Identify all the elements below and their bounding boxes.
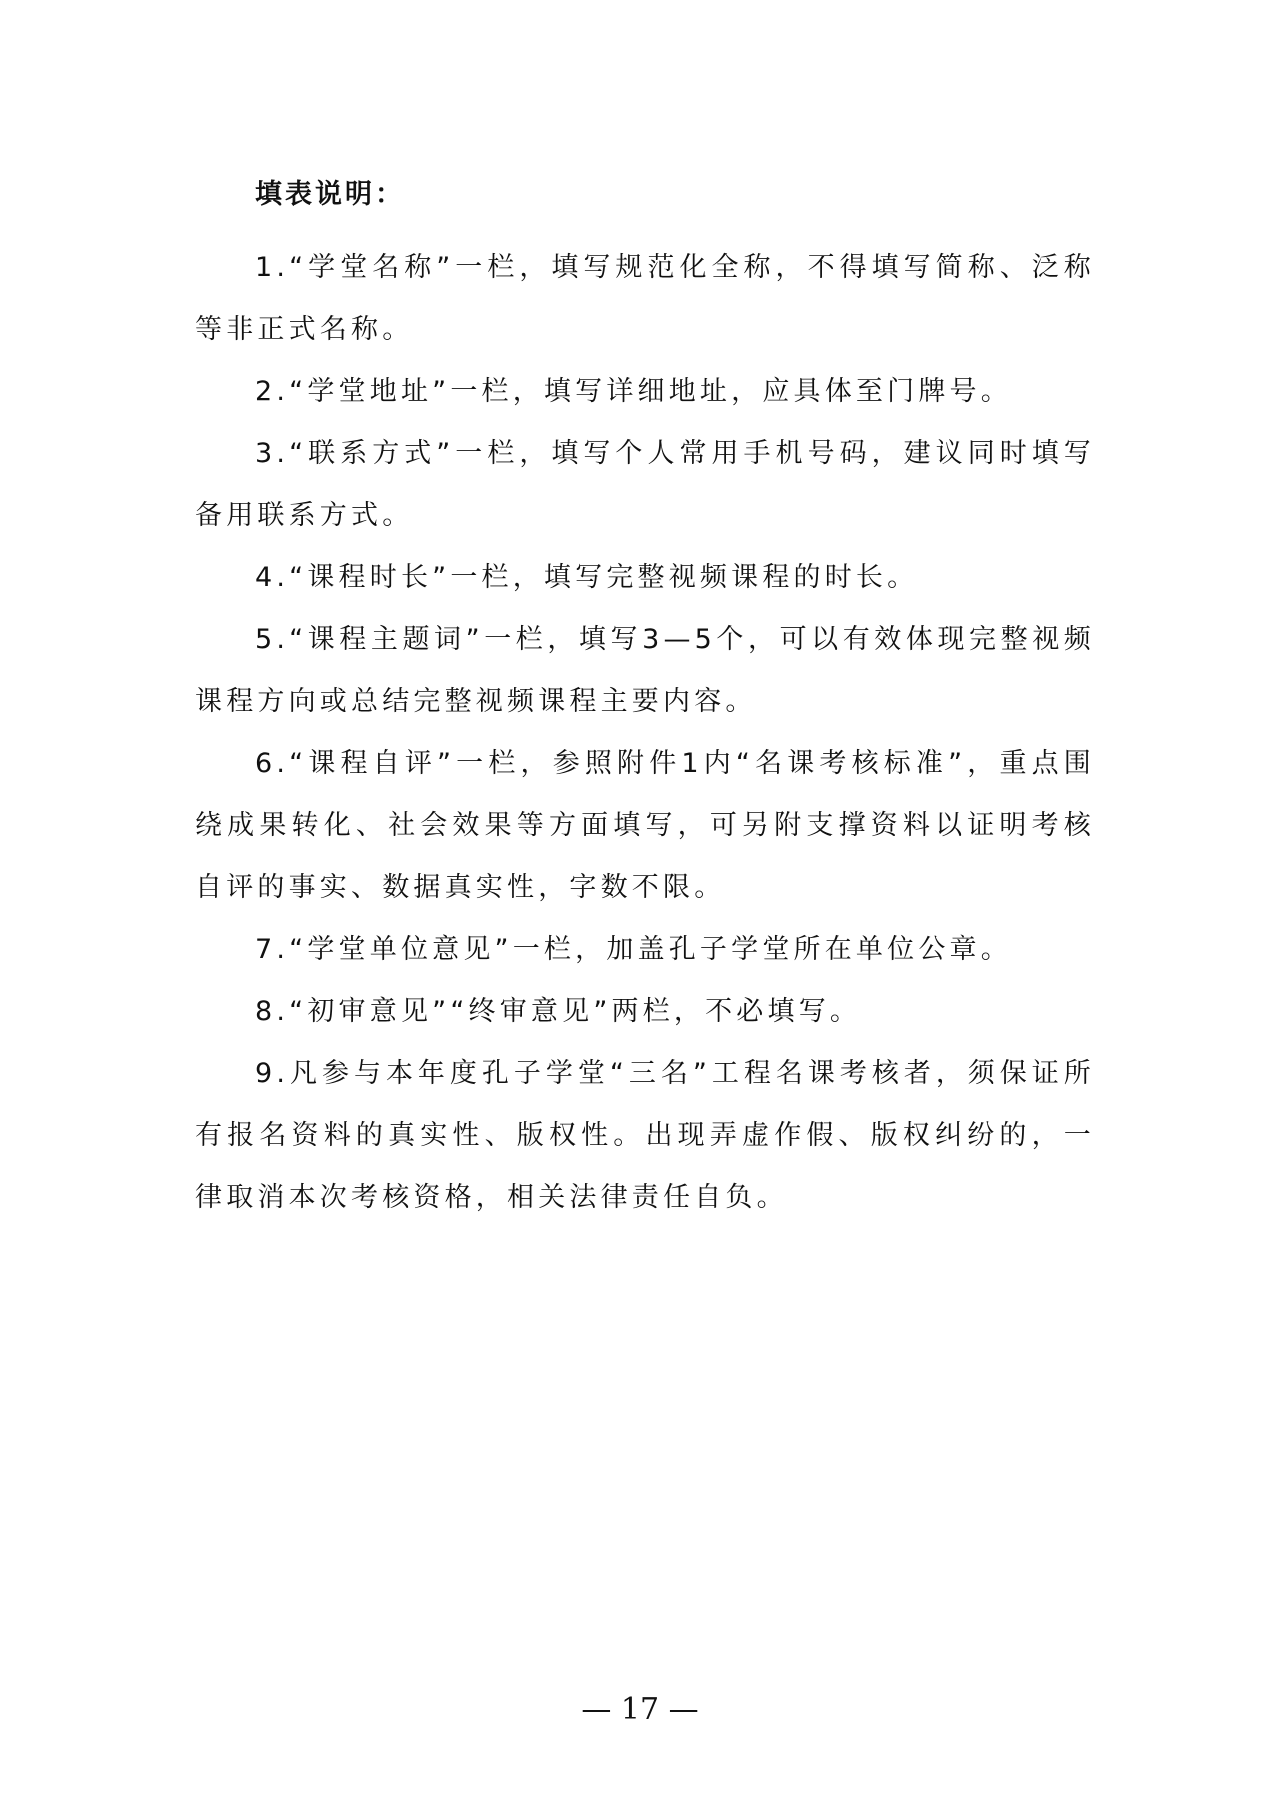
instructions-heading: 填表说明：: [255, 179, 405, 210]
instruction-item-9: 9.凡参与本年度孔子学堂“三名”工程名课考核者，须保证所有报名资料的真实性、版权性。出现弄虚作假、版权纠纷的，一律取消本次考核资格，相关法律责任自负。: [195, 1058, 1095, 1213]
instruction-item-2: 2.“学堂地址”一栏，填写详细地址，应具体至门牌号。: [255, 376, 1012, 407]
instruction-item-4: 4.“课程时长”一栏，填写完整视频课程的时长。: [255, 562, 919, 593]
instruction-item-6: 6.“课程自评”一栏，参照附件1内“名课考核标准”，重点围绕成果转化、社会效果等方面填写，可另附支撑资料以证明考核自评的事实、数据真实性，字数不限。: [195, 748, 1095, 903]
instruction-item-5: 5.“课程主题词”一栏，填写3—5个，可以有效体现完整视频课程方向或总结完整视频课程主要内容。: [195, 624, 1095, 717]
instruction-item-7: 7.“学堂单位意见”一栏，加盖孔子学堂所在单位公章。: [255, 934, 1012, 965]
instructions-section: [195, 175, 1095, 1229]
instruction-item-8: 8.“初审意见”“终审意见”两栏，不必填写。: [255, 996, 862, 1027]
page-number: — 17 —: [581, 1692, 699, 1727]
instruction-item-3: 3.“联系方式”一栏，填写个人常用手机号码，建议同时填写备用联系方式。: [195, 438, 1095, 531]
instruction-item-1: 1.“学堂名称”一栏，填写规范化全称，不得填写简称、泛称等非正式名称。: [195, 252, 1095, 345]
